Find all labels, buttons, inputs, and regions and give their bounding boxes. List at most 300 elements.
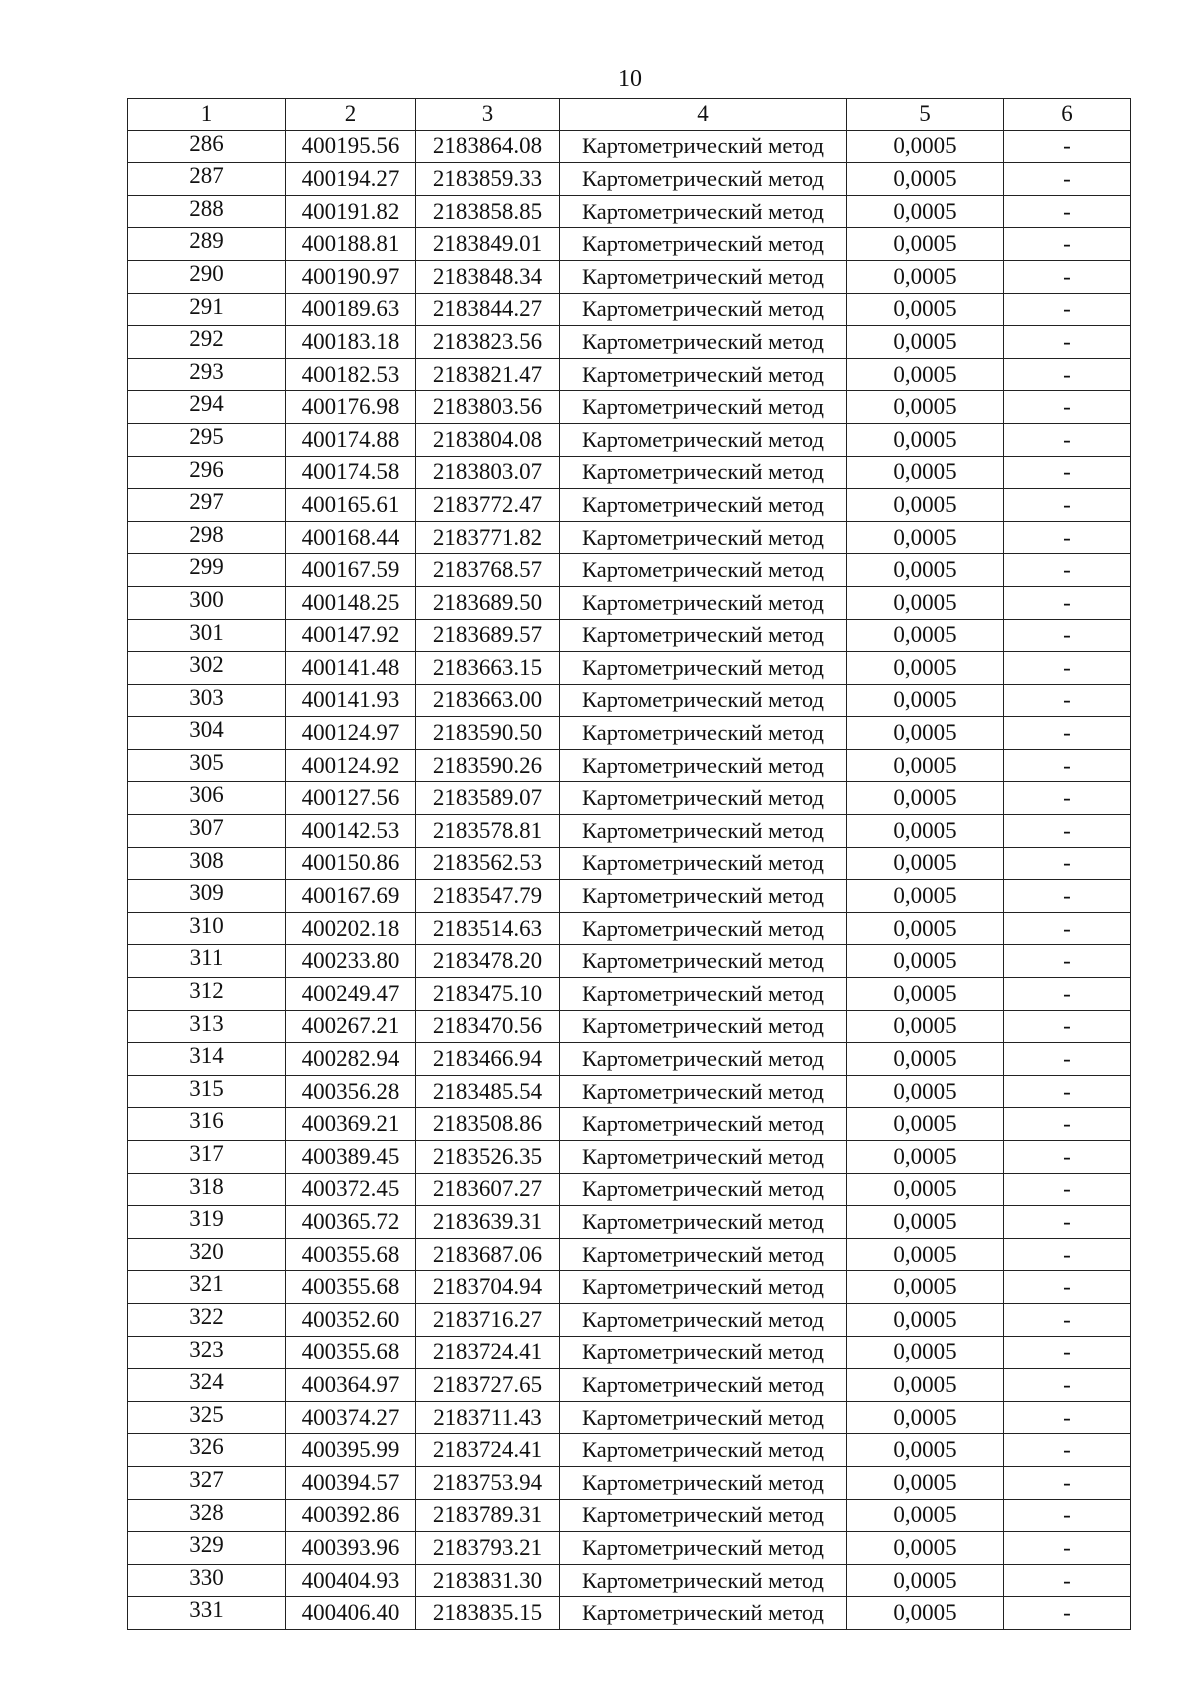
note-cell: - (1004, 228, 1131, 261)
column-header-3: 3 (416, 99, 560, 131)
point-number-cell: 329 (128, 1532, 286, 1565)
x-coordinate-cell: 400392.86 (286, 1499, 416, 1532)
table-row (128, 1336, 1131, 1369)
note-cell: - (1004, 260, 1131, 293)
y-coordinate-cell: 2183607.27 (416, 1173, 560, 1206)
method-cell: Картометрический метод (560, 358, 847, 391)
method-cell: Картометрический метод (560, 456, 847, 489)
method-cell: Картометрический метод (560, 847, 847, 880)
y-coordinate-cell: 2183793.21 (416, 1532, 560, 1565)
y-coordinate-cell: 2183831.30 (416, 1564, 560, 1597)
accuracy-cell: 0,0005 (847, 423, 1004, 456)
accuracy-cell: 0,0005 (847, 489, 1004, 522)
point-number-cell: 294 (128, 391, 286, 424)
x-coordinate-cell: 400141.48 (286, 652, 416, 685)
y-coordinate-cell: 2183687.06 (416, 1238, 560, 1271)
accuracy-cell: 0,0005 (847, 619, 1004, 652)
point-number-cell: 315 (128, 1075, 286, 1108)
y-coordinate-cell: 2183844.27 (416, 293, 560, 326)
y-coordinate-cell: 2183470.56 (416, 1010, 560, 1043)
note-cell: - (1004, 1303, 1131, 1336)
table-row (128, 1075, 1131, 1108)
note-cell: - (1004, 1108, 1131, 1141)
accuracy-cell: 0,0005 (847, 1238, 1004, 1271)
y-coordinate-cell: 2183689.57 (416, 619, 560, 652)
x-coordinate-cell: 400168.44 (286, 521, 416, 554)
accuracy-cell: 0,0005 (847, 195, 1004, 228)
x-coordinate-cell: 400355.68 (286, 1238, 416, 1271)
method-cell: Картометрический метод (560, 1271, 847, 1304)
method-cell: Картометрический метод (560, 684, 847, 717)
note-cell: - (1004, 1010, 1131, 1043)
y-coordinate-cell: 2183716.27 (416, 1303, 560, 1336)
y-coordinate-cell: 2183578.81 (416, 815, 560, 848)
table-row (128, 521, 1131, 554)
table-row (128, 1401, 1131, 1434)
table-row (128, 1238, 1131, 1271)
x-coordinate-cell: 400369.21 (286, 1108, 416, 1141)
y-coordinate-cell: 2183562.53 (416, 847, 560, 880)
y-coordinate-cell: 2183478.20 (416, 945, 560, 978)
accuracy-cell: 0,0005 (847, 260, 1004, 293)
y-coordinate-cell: 2183724.41 (416, 1336, 560, 1369)
table-row (128, 163, 1131, 196)
table-row (128, 358, 1131, 391)
x-coordinate-cell: 400356.28 (286, 1075, 416, 1108)
method-cell: Картометрический метод (560, 195, 847, 228)
table-row (128, 554, 1131, 587)
column-header-1: 1 (128, 99, 286, 131)
method-cell: Картометрический метод (560, 130, 847, 163)
note-cell: - (1004, 1238, 1131, 1271)
table-row (128, 880, 1131, 913)
note-cell: - (1004, 652, 1131, 685)
note-cell: - (1004, 782, 1131, 815)
accuracy-cell: 0,0005 (847, 1499, 1004, 1532)
x-coordinate-cell: 400190.97 (286, 260, 416, 293)
x-coordinate-cell: 400174.58 (286, 456, 416, 489)
point-number-cell: 298 (128, 521, 286, 554)
note-cell: - (1004, 358, 1131, 391)
point-number-cell: 311 (128, 945, 286, 978)
accuracy-cell: 0,0005 (847, 749, 1004, 782)
x-coordinate-cell: 400194.27 (286, 163, 416, 196)
method-cell: Картометрический метод (560, 978, 847, 1011)
note-cell: - (1004, 1401, 1131, 1434)
x-coordinate-cell: 400150.86 (286, 847, 416, 880)
accuracy-cell: 0,0005 (847, 554, 1004, 587)
y-coordinate-cell: 2183590.50 (416, 717, 560, 750)
accuracy-cell: 0,0005 (847, 1434, 1004, 1467)
method-cell: Картометрический метод (560, 1206, 847, 1239)
y-coordinate-cell: 2183859.33 (416, 163, 560, 196)
point-number-cell: 308 (128, 847, 286, 880)
accuracy-cell: 0,0005 (847, 978, 1004, 1011)
point-number-cell: 292 (128, 326, 286, 359)
point-number-cell: 291 (128, 293, 286, 326)
y-coordinate-cell: 2183823.56 (416, 326, 560, 359)
table-row (128, 586, 1131, 619)
note-cell: - (1004, 880, 1131, 913)
note-cell: - (1004, 130, 1131, 163)
x-coordinate-cell: 400176.98 (286, 391, 416, 424)
method-cell: Картометрический метод (560, 554, 847, 587)
y-coordinate-cell: 2183772.47 (416, 489, 560, 522)
point-number-cell: 300 (128, 586, 286, 619)
y-coordinate-cell: 2183835.15 (416, 1597, 560, 1630)
method-cell: Картометрический метод (560, 1597, 847, 1630)
method-cell: Картометрический метод (560, 489, 847, 522)
point-number-cell: 296 (128, 456, 286, 489)
x-coordinate-cell: 400394.57 (286, 1466, 416, 1499)
table-row (128, 912, 1131, 945)
point-number-cell: 319 (128, 1206, 286, 1239)
y-coordinate-cell: 2183711.43 (416, 1401, 560, 1434)
y-coordinate-cell: 2183803.07 (416, 456, 560, 489)
note-cell: - (1004, 456, 1131, 489)
x-coordinate-cell: 400174.88 (286, 423, 416, 456)
point-number-cell: 304 (128, 717, 286, 750)
note-cell: - (1004, 293, 1131, 326)
note-cell: - (1004, 1043, 1131, 1076)
accuracy-cell: 0,0005 (847, 1564, 1004, 1597)
x-coordinate-cell: 400267.21 (286, 1010, 416, 1043)
note-cell: - (1004, 326, 1131, 359)
method-cell: Картометрический метод (560, 1010, 847, 1043)
accuracy-cell: 0,0005 (847, 717, 1004, 750)
x-coordinate-cell: 400124.97 (286, 717, 416, 750)
note-cell: - (1004, 1336, 1131, 1369)
note-cell: - (1004, 1075, 1131, 1108)
table-row (128, 260, 1131, 293)
point-number-cell: 318 (128, 1173, 286, 1206)
y-coordinate-cell: 2183864.08 (416, 130, 560, 163)
method-cell: Картометрический метод (560, 586, 847, 619)
table-row (128, 326, 1131, 359)
accuracy-cell: 0,0005 (847, 1141, 1004, 1174)
y-coordinate-cell: 2183663.00 (416, 684, 560, 717)
table-row (128, 293, 1131, 326)
point-number-cell: 306 (128, 782, 286, 815)
note-cell: - (1004, 1173, 1131, 1206)
note-cell: - (1004, 619, 1131, 652)
method-cell: Картометрический метод (560, 1336, 847, 1369)
point-number-cell: 293 (128, 358, 286, 391)
accuracy-cell: 0,0005 (847, 456, 1004, 489)
note-cell: - (1004, 684, 1131, 717)
page-number: 10 (618, 66, 642, 92)
point-number-cell: 301 (128, 619, 286, 652)
note-cell: - (1004, 978, 1131, 1011)
accuracy-cell: 0,0005 (847, 1466, 1004, 1499)
accuracy-cell: 0,0005 (847, 1532, 1004, 1565)
method-cell: Картометрический метод (560, 1303, 847, 1336)
note-cell: - (1004, 1369, 1131, 1402)
note-cell: - (1004, 1206, 1131, 1239)
y-coordinate-cell: 2183724.41 (416, 1434, 560, 1467)
accuracy-cell: 0,0005 (847, 880, 1004, 913)
method-cell: Картометрический метод (560, 293, 847, 326)
method-cell: Картометрический метод (560, 1043, 847, 1076)
y-coordinate-cell: 2183768.57 (416, 554, 560, 587)
note-cell: - (1004, 554, 1131, 587)
x-coordinate-cell: 400167.59 (286, 554, 416, 587)
point-number-cell: 297 (128, 489, 286, 522)
y-coordinate-cell: 2183639.31 (416, 1206, 560, 1239)
y-coordinate-cell: 2183589.07 (416, 782, 560, 815)
point-number-cell: 295 (128, 423, 286, 456)
note-cell: - (1004, 1271, 1131, 1304)
point-number-cell: 323 (128, 1336, 286, 1369)
accuracy-cell: 0,0005 (847, 652, 1004, 685)
point-number-cell: 316 (128, 1108, 286, 1141)
point-number-cell: 302 (128, 652, 286, 685)
method-cell: Картометрический метод (560, 1173, 847, 1206)
accuracy-cell: 0,0005 (847, 782, 1004, 815)
point-number-cell: 330 (128, 1564, 286, 1597)
table-row (128, 1206, 1131, 1239)
x-coordinate-cell: 400352.60 (286, 1303, 416, 1336)
x-coordinate-cell: 400365.72 (286, 1206, 416, 1239)
note-cell: - (1004, 521, 1131, 554)
method-cell: Картометрический метод (560, 749, 847, 782)
y-coordinate-cell: 2183821.47 (416, 358, 560, 391)
note-cell: - (1004, 195, 1131, 228)
table-row (128, 749, 1131, 782)
y-coordinate-cell: 2183753.94 (416, 1466, 560, 1499)
table-row (128, 1564, 1131, 1597)
table-row (128, 195, 1131, 228)
y-coordinate-cell: 2183466.94 (416, 1043, 560, 1076)
y-coordinate-cell: 2183849.01 (416, 228, 560, 261)
table-row (128, 1271, 1131, 1304)
y-coordinate-cell: 2183727.65 (416, 1369, 560, 1402)
note-cell: - (1004, 1532, 1131, 1565)
point-number-cell: 309 (128, 880, 286, 913)
method-cell: Картометрический метод (560, 815, 847, 848)
x-coordinate-cell: 400147.92 (286, 619, 416, 652)
table-row (128, 1303, 1131, 1336)
y-coordinate-cell: 2183526.35 (416, 1141, 560, 1174)
accuracy-cell: 0,0005 (847, 1206, 1004, 1239)
x-coordinate-cell: 400355.68 (286, 1271, 416, 1304)
table-row (128, 1434, 1131, 1467)
point-number-cell: 328 (128, 1499, 286, 1532)
y-coordinate-cell: 2183789.31 (416, 1499, 560, 1532)
table-row (128, 1532, 1131, 1565)
accuracy-cell: 0,0005 (847, 358, 1004, 391)
table-row (128, 1173, 1131, 1206)
x-coordinate-cell: 400393.96 (286, 1532, 416, 1565)
table-row (128, 717, 1131, 750)
method-cell: Картометрический метод (560, 260, 847, 293)
x-coordinate-cell: 400142.53 (286, 815, 416, 848)
accuracy-cell: 0,0005 (847, 1401, 1004, 1434)
point-number-cell: 324 (128, 1369, 286, 1402)
y-coordinate-cell: 2183704.94 (416, 1271, 560, 1304)
accuracy-cell: 0,0005 (847, 945, 1004, 978)
accuracy-cell: 0,0005 (847, 326, 1004, 359)
y-coordinate-cell: 2183848.34 (416, 260, 560, 293)
table-row (128, 423, 1131, 456)
column-header-5: 5 (847, 99, 1004, 131)
x-coordinate-cell: 400167.69 (286, 880, 416, 913)
y-coordinate-cell: 2183508.86 (416, 1108, 560, 1141)
note-cell: - (1004, 586, 1131, 619)
x-coordinate-cell: 400183.18 (286, 326, 416, 359)
accuracy-cell: 0,0005 (847, 521, 1004, 554)
x-coordinate-cell: 400364.97 (286, 1369, 416, 1402)
table-row (128, 815, 1131, 848)
note-cell: - (1004, 912, 1131, 945)
accuracy-cell: 0,0005 (847, 912, 1004, 945)
method-cell: Картометрический метод (560, 945, 847, 978)
point-number-cell: 305 (128, 749, 286, 782)
y-coordinate-cell: 2183590.26 (416, 749, 560, 782)
accuracy-cell: 0,0005 (847, 1303, 1004, 1336)
table-row (128, 619, 1131, 652)
note-cell: - (1004, 945, 1131, 978)
accuracy-cell: 0,0005 (847, 293, 1004, 326)
table-row (128, 847, 1131, 880)
method-cell: Картометрический метод (560, 423, 847, 456)
point-number-cell: 310 (128, 912, 286, 945)
method-cell: Картометрический метод (560, 163, 847, 196)
method-cell: Картометрический метод (560, 1532, 847, 1565)
accuracy-cell: 0,0005 (847, 1173, 1004, 1206)
note-cell: - (1004, 1141, 1131, 1174)
table-row (128, 1466, 1131, 1499)
table-row (128, 978, 1131, 1011)
y-coordinate-cell: 2183485.54 (416, 1075, 560, 1108)
table-row (128, 1499, 1131, 1532)
table-row (128, 684, 1131, 717)
x-coordinate-cell: 400189.63 (286, 293, 416, 326)
note-cell: - (1004, 489, 1131, 522)
point-number-cell: 290 (128, 260, 286, 293)
x-coordinate-cell: 400127.56 (286, 782, 416, 815)
table-row (128, 1108, 1131, 1141)
x-coordinate-cell: 400202.18 (286, 912, 416, 945)
note-cell: - (1004, 391, 1131, 424)
method-cell: Картометрический метод (560, 1499, 847, 1532)
x-coordinate-cell: 400282.94 (286, 1043, 416, 1076)
point-number-cell: 288 (128, 195, 286, 228)
x-coordinate-cell: 400148.25 (286, 586, 416, 619)
table-row (128, 1369, 1131, 1402)
point-number-cell: 303 (128, 684, 286, 717)
accuracy-cell: 0,0005 (847, 684, 1004, 717)
table-row (128, 1141, 1131, 1174)
column-header-4: 4 (560, 99, 847, 131)
note-cell: - (1004, 749, 1131, 782)
y-coordinate-cell: 2183475.10 (416, 978, 560, 1011)
accuracy-cell: 0,0005 (847, 1043, 1004, 1076)
table-row (128, 489, 1131, 522)
coordinates-table (127, 98, 1131, 1630)
point-number-cell: 331 (128, 1597, 286, 1630)
method-cell: Картометрический метод (560, 1075, 847, 1108)
accuracy-cell: 0,0005 (847, 815, 1004, 848)
table-row (128, 1597, 1131, 1630)
method-cell: Картометрический метод (560, 1434, 847, 1467)
table-header-row (128, 99, 1131, 131)
table-body (128, 130, 1131, 1629)
y-coordinate-cell: 2183689.50 (416, 586, 560, 619)
column-header-2: 2 (286, 99, 416, 131)
accuracy-cell: 0,0005 (847, 1271, 1004, 1304)
table-row (128, 782, 1131, 815)
accuracy-cell: 0,0005 (847, 391, 1004, 424)
accuracy-cell: 0,0005 (847, 1108, 1004, 1141)
accuracy-cell: 0,0005 (847, 1597, 1004, 1630)
table-row (128, 1010, 1131, 1043)
y-coordinate-cell: 2183514.63 (416, 912, 560, 945)
note-cell: - (1004, 423, 1131, 456)
method-cell: Картометрический метод (560, 521, 847, 554)
point-number-cell: 327 (128, 1466, 286, 1499)
x-coordinate-cell: 400374.27 (286, 1401, 416, 1434)
x-coordinate-cell: 400404.93 (286, 1564, 416, 1597)
method-cell: Картометрический метод (560, 228, 847, 261)
table-row (128, 391, 1131, 424)
x-coordinate-cell: 400182.53 (286, 358, 416, 391)
point-number-cell: 299 (128, 554, 286, 587)
method-cell: Картометрический метод (560, 619, 847, 652)
point-number-cell: 322 (128, 1303, 286, 1336)
method-cell: Картометрический метод (560, 1108, 847, 1141)
accuracy-cell: 0,0005 (847, 130, 1004, 163)
method-cell: Картометрический метод (560, 1564, 847, 1597)
x-coordinate-cell: 400233.80 (286, 945, 416, 978)
method-cell: Картометрический метод (560, 1238, 847, 1271)
accuracy-cell: 0,0005 (847, 586, 1004, 619)
accuracy-cell: 0,0005 (847, 163, 1004, 196)
table-row (128, 456, 1131, 489)
method-cell: Картометрический метод (560, 782, 847, 815)
point-number-cell: 321 (128, 1271, 286, 1304)
note-cell: - (1004, 847, 1131, 880)
method-cell: Картометрический метод (560, 391, 847, 424)
y-coordinate-cell: 2183858.85 (416, 195, 560, 228)
method-cell: Картометрический метод (560, 912, 847, 945)
column-header-6: 6 (1004, 99, 1131, 131)
method-cell: Картометрический метод (560, 326, 847, 359)
note-cell: - (1004, 815, 1131, 848)
y-coordinate-cell: 2183804.08 (416, 423, 560, 456)
method-cell: Картометрический метод (560, 1141, 847, 1174)
x-coordinate-cell: 400389.45 (286, 1141, 416, 1174)
point-number-cell: 326 (128, 1434, 286, 1467)
point-number-cell: 317 (128, 1141, 286, 1174)
x-coordinate-cell: 400124.92 (286, 749, 416, 782)
method-cell: Картометрический метод (560, 717, 847, 750)
accuracy-cell: 0,0005 (847, 1010, 1004, 1043)
table-row (128, 1043, 1131, 1076)
x-coordinate-cell: 400372.45 (286, 1173, 416, 1206)
table-row (128, 652, 1131, 685)
method-cell: Картометрический метод (560, 1401, 847, 1434)
point-number-cell: 312 (128, 978, 286, 1011)
y-coordinate-cell: 2183803.56 (416, 391, 560, 424)
note-cell: - (1004, 1434, 1131, 1467)
y-coordinate-cell: 2183663.15 (416, 652, 560, 685)
point-number-cell: 289 (128, 228, 286, 261)
point-number-cell: 313 (128, 1010, 286, 1043)
x-coordinate-cell: 400191.82 (286, 195, 416, 228)
method-cell: Картометрический метод (560, 652, 847, 685)
point-number-cell: 307 (128, 815, 286, 848)
